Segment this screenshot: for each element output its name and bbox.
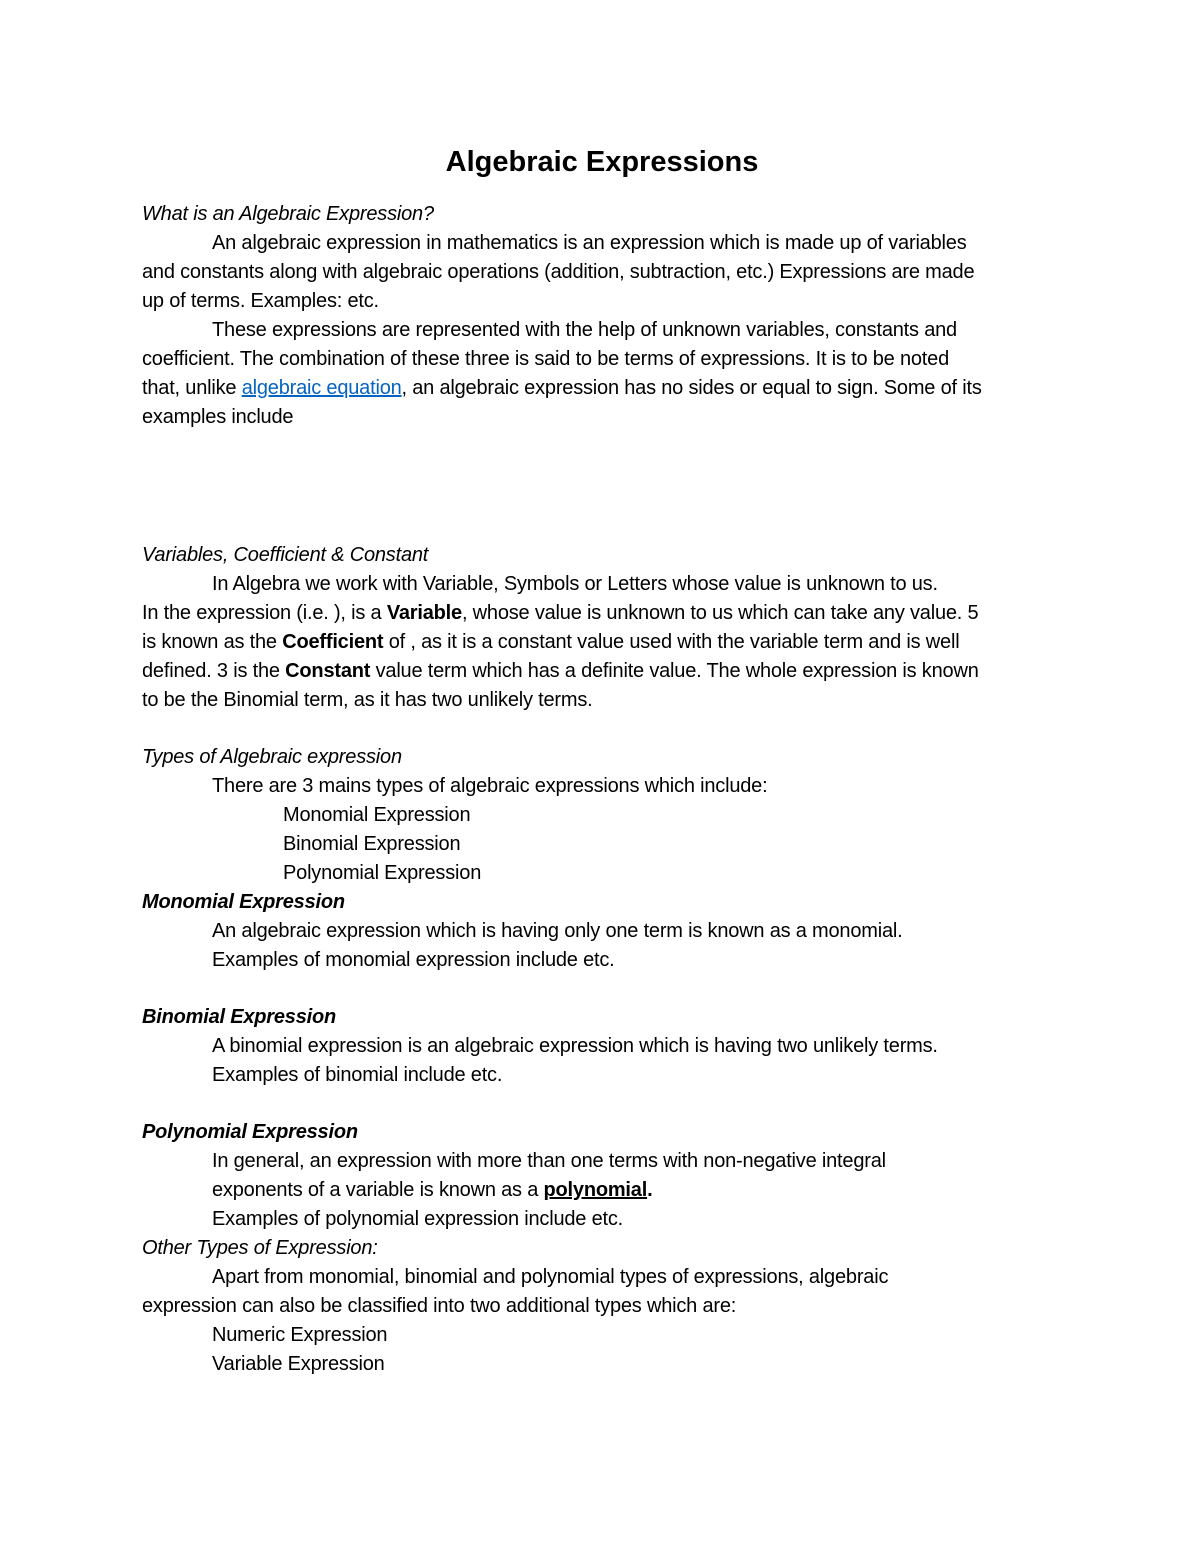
text-span: defined. 3 is the [142, 660, 286, 682]
list-item: Polynomial Expression [283, 862, 482, 884]
paragraph-line: Examples of polynomial expression include etc. [212, 1208, 624, 1230]
text-span: exponents of a variable is known as a [212, 1179, 544, 1201]
document-title: Algebraic Expressions [445, 146, 759, 178]
paragraph-line: and constants along with algebraic operations (addition, subtraction, etc.) Expressions are made [142, 261, 975, 283]
list-item: Variable Expression [212, 1353, 385, 1375]
coefficient-term: Coefficient [282, 631, 384, 653]
text-span: is known as the [142, 631, 283, 653]
text-span: that, unlike [142, 377, 242, 399]
paragraph-line: A binomial expression is an algebraic expression which is having two unlikely terms. [212, 1035, 938, 1057]
paragraph-line: These expressions are represented with the help of unknown variables, constants and [212, 319, 957, 341]
paragraph-line: expression can also be classified into two additional types which are: [142, 1295, 737, 1317]
text-span: In the expression (i.e. ), is a [142, 602, 387, 624]
text-span: , an algebraic expression has no sides or equal to sign. Some of its [401, 377, 982, 399]
list-item: Numeric Expression [212, 1324, 388, 1346]
paragraph-line [142, 628, 1062, 657]
polynomial-link[interactable]: polynomial [543, 1179, 648, 1201]
paragraph-line: to be the Binomial term, as it has two unlikely terms. [142, 689, 593, 711]
paragraph-line: up of terms. Examples: etc. [142, 290, 379, 312]
blank-space [142, 715, 1062, 743]
paragraph-line: examples include [142, 406, 294, 428]
section-heading-types: Types of Algebraic expression [142, 746, 402, 768]
paragraph-line: There are 3 mains types of algebraic expressions which include: [212, 775, 768, 797]
paragraph-line: Examples of binomial include etc. [212, 1064, 503, 1086]
paragraph-line: Apart from monomial, binomial and polynomial types of expressions, algebraic [212, 1266, 889, 1288]
section-heading-polynomial: Polynomial Expression [142, 1121, 358, 1143]
paragraph-line: coefficient. The combination of these three is said to be terms of expressions. It is to be noted [142, 348, 949, 370]
text-span: . [647, 1179, 653, 1201]
section-heading-what-is: What is an Algebraic Expression? [142, 203, 434, 225]
blank-space [142, 975, 1062, 1003]
paragraph-line [142, 599, 1062, 628]
paragraph-line: In general, an expression with more than one terms with non-negative integral [212, 1150, 886, 1172]
text-span: value term which has a definite value. The whole expression is known [370, 660, 979, 682]
paragraph-line [142, 374, 1062, 403]
blank-space [142, 1090, 1062, 1118]
paragraph-line: An algebraic expression in mathematics is an expression which is made up of variables [212, 232, 967, 254]
list-item: Monomial Expression [283, 804, 471, 826]
constant-term: Constant [285, 660, 371, 682]
text-span: of , as it is a constant value used with the variable term and is well [383, 631, 960, 653]
section-heading-other-types: Other Types of Expression: [142, 1237, 378, 1259]
paragraph-line [142, 1176, 1062, 1205]
text-span: , whose value is unknown to us which can take any value. 5 [461, 602, 979, 624]
section-heading-binomial: Binomial Expression [142, 1006, 337, 1028]
list-item: Binomial Expression [283, 833, 461, 855]
blank-space [142, 432, 1062, 541]
paragraph-line: An algebraic expression which is having only one term is known as a monomial. [212, 920, 903, 942]
section-heading-monomial: Monomial Expression [142, 891, 345, 913]
paragraph-line [142, 657, 1062, 686]
paragraph-line: Examples of monomial expression include etc. [212, 949, 615, 971]
variable-term: Variable [386, 602, 462, 624]
document-page [142, 142, 1062, 1379]
paragraph-line: In Algebra we work with Variable, Symbols or Letters whose value is unknown to us. [212, 573, 938, 595]
algebraic-equation-link[interactable]: algebraic equation [241, 377, 402, 399]
section-heading-vcc: Variables, Coefficient & Constant [142, 544, 429, 566]
